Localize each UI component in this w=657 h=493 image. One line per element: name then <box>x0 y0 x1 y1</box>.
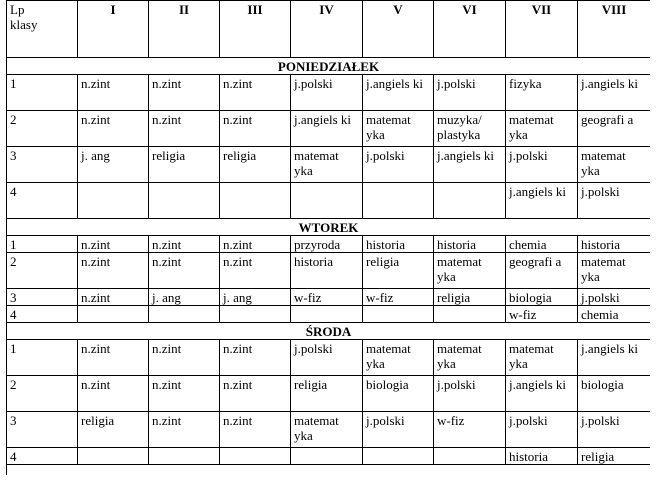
subject-cell: n.zint <box>78 236 149 253</box>
subject-cell <box>291 448 363 465</box>
subject-cell: biologia <box>506 289 578 306</box>
subject-cell: j.polski <box>291 75 363 111</box>
subject-cell: j.polski <box>578 412 651 448</box>
timetable-body <box>7 58 651 476</box>
subject-cell: n.zint <box>220 376 291 412</box>
lesson-number: 4 <box>7 306 78 323</box>
subject-cell: j. ang <box>220 289 291 306</box>
header-row <box>7 1 651 58</box>
lesson-row <box>7 289 651 306</box>
subject-cell: j.angiels ki <box>291 111 363 147</box>
subject-cell: w-fiz <box>506 306 578 323</box>
class-header: VIII <box>578 1 651 58</box>
class-header: VI <box>434 1 506 58</box>
subject-cell <box>363 183 434 219</box>
subject-cell: n.zint <box>220 253 291 289</box>
lesson-number: 2 <box>7 253 78 289</box>
lesson-row <box>7 253 651 289</box>
subject-cell <box>78 306 149 323</box>
trailing-cell <box>7 465 651 476</box>
subject-cell: n.zint <box>78 75 149 111</box>
subject-cell: j.polski <box>434 376 506 412</box>
lesson-row <box>7 183 651 219</box>
subject-cell: w-fiz <box>434 412 506 448</box>
subject-cell: n.zint <box>149 376 220 412</box>
day-header-row <box>7 58 651 75</box>
subject-cell: matemat yka <box>363 111 434 147</box>
subject-cell: historia <box>578 236 651 253</box>
lp-label: Lp <box>10 2 25 17</box>
lesson-row <box>7 340 651 376</box>
lesson-number: 3 <box>7 289 78 306</box>
subject-cell: n.zint <box>149 253 220 289</box>
subject-cell: j.angiels ki <box>578 340 651 376</box>
subject-cell: religia <box>291 376 363 412</box>
subject-cell: religia <box>220 147 291 183</box>
day-name: WTOREK <box>7 219 651 236</box>
day-header-row <box>7 323 651 340</box>
subject-cell: matemat yka <box>291 412 363 448</box>
day-header-row <box>7 219 651 236</box>
subject-cell: n.zint <box>78 111 149 147</box>
subject-cell: n.zint <box>78 253 149 289</box>
subject-cell: j.angiels ki <box>506 376 578 412</box>
subject-cell: matemat yka <box>363 340 434 376</box>
subject-cell: fizyka <box>506 75 578 111</box>
class-header: III <box>220 1 291 58</box>
subject-cell: religia <box>78 412 149 448</box>
subject-cell: j.angiels ki <box>578 75 651 111</box>
subject-cell: n.zint <box>149 75 220 111</box>
subject-cell: geografi a <box>578 111 651 147</box>
lesson-number: 4 <box>7 448 78 465</box>
subject-cell <box>434 306 506 323</box>
subject-cell <box>149 183 220 219</box>
day-name: ŚRODA <box>7 323 651 340</box>
lesson-row <box>7 412 651 448</box>
class-header: I <box>78 1 149 58</box>
lesson-number: 1 <box>7 75 78 111</box>
subject-cell: j.polski <box>578 183 651 219</box>
subject-cell: chemia <box>506 236 578 253</box>
subject-cell: j.polski <box>434 75 506 111</box>
subject-cell: n.zint <box>220 236 291 253</box>
subject-cell: matemat yka <box>434 253 506 289</box>
subject-cell: religia <box>149 147 220 183</box>
lesson-number: 3 <box>7 147 78 183</box>
subject-cell: matemat yka <box>578 253 651 289</box>
subject-cell: religia <box>363 253 434 289</box>
lesson-number: 3 <box>7 412 78 448</box>
subject-cell: matemat yka <box>578 147 651 183</box>
lesson-number: 1 <box>7 236 78 253</box>
subject-cell: j.polski <box>506 147 578 183</box>
lesson-row <box>7 306 651 323</box>
subject-cell: religia <box>578 448 651 465</box>
subject-cell: j.angiels ki <box>434 147 506 183</box>
lesson-row <box>7 236 651 253</box>
subject-cell: w-fiz <box>363 289 434 306</box>
subject-cell: biologia <box>363 376 434 412</box>
klasy-label: klasy <box>10 17 38 32</box>
timetable-page <box>6 0 650 493</box>
subject-cell: w-fiz <box>291 289 363 306</box>
subject-cell: j.polski <box>363 147 434 183</box>
subject-cell: n.zint <box>149 236 220 253</box>
class-header: IV <box>291 1 363 58</box>
subject-cell <box>78 448 149 465</box>
subject-cell <box>220 183 291 219</box>
subject-cell: n.zint <box>78 376 149 412</box>
subject-cell <box>220 306 291 323</box>
subject-cell: matemat yka <box>434 340 506 376</box>
subject-cell <box>220 448 291 465</box>
lesson-number: 1 <box>7 340 78 376</box>
subject-cell: j.angiels ki <box>363 75 434 111</box>
lesson-row <box>7 448 651 465</box>
subject-cell: j. ang <box>78 147 149 183</box>
subject-cell: n.zint <box>220 412 291 448</box>
subject-cell: n.zint <box>220 340 291 376</box>
subject-cell: n.zint <box>78 340 149 376</box>
subject-cell: j. ang <box>149 289 220 306</box>
class-header: II <box>149 1 220 58</box>
subject-cell: geografi a <box>506 253 578 289</box>
subject-cell: j.polski <box>363 412 434 448</box>
subject-cell <box>363 448 434 465</box>
lesson-number: 2 <box>7 376 78 412</box>
subject-cell: religia <box>434 289 506 306</box>
lesson-row <box>7 111 651 147</box>
day-name: PONIEDZIAŁEK <box>7 58 651 75</box>
subject-cell: biologia <box>578 376 651 412</box>
lesson-row <box>7 376 651 412</box>
subject-cell: n.zint <box>149 111 220 147</box>
lesson-row <box>7 147 651 183</box>
subject-cell: historia <box>291 253 363 289</box>
subject-cell: matemat yka <box>506 111 578 147</box>
subject-cell: chemia <box>578 306 651 323</box>
lesson-number: 4 <box>7 183 78 219</box>
subject-cell: n.zint <box>220 75 291 111</box>
subject-cell: historia <box>363 236 434 253</box>
subject-cell: historia <box>434 236 506 253</box>
subject-cell <box>291 306 363 323</box>
subject-cell <box>291 183 363 219</box>
timetable <box>6 0 650 475</box>
lesson-number: 2 <box>7 111 78 147</box>
subject-cell: przyroda <box>291 236 363 253</box>
trailing-row <box>7 465 651 476</box>
lp-header <box>7 1 78 58</box>
subject-cell <box>149 306 220 323</box>
lesson-row <box>7 75 651 111</box>
subject-cell: j.polski <box>506 412 578 448</box>
subject-cell <box>363 306 434 323</box>
subject-cell: j.angiels ki <box>506 183 578 219</box>
subject-cell: j.polski <box>291 340 363 376</box>
subject-cell: n.zint <box>149 412 220 448</box>
subject-cell: matemat yka <box>291 147 363 183</box>
subject-cell: j.polski <box>578 289 651 306</box>
class-header: VII <box>506 1 578 58</box>
subject-cell: n.zint <box>78 289 149 306</box>
subject-cell: matemat yka <box>506 340 578 376</box>
subject-cell: n.zint <box>220 111 291 147</box>
subject-cell <box>434 448 506 465</box>
subject-cell: muzyka/ plastyka <box>434 111 506 147</box>
class-header: V <box>363 1 434 58</box>
subject-cell: historia <box>506 448 578 465</box>
subject-cell: n.zint <box>149 340 220 376</box>
subject-cell <box>78 183 149 219</box>
subject-cell <box>149 448 220 465</box>
subject-cell <box>434 183 506 219</box>
